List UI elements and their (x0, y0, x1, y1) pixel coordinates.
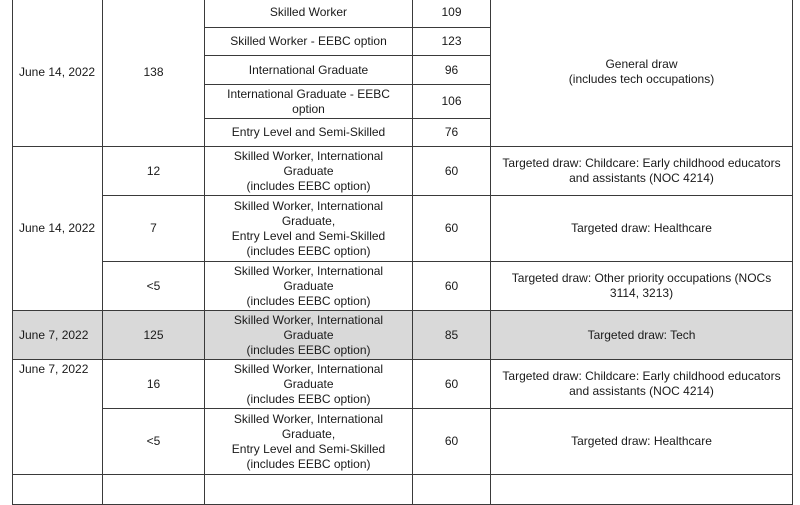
table-row (13, 475, 793, 505)
draw-results-table (12, 0, 793, 505)
invitations-count: <5 (103, 262, 205, 311)
draw-type: Targeted draw: Tech (491, 311, 793, 360)
min-score: 76 (413, 119, 491, 147)
table-row (13, 196, 793, 262)
min-score: 96 (413, 56, 491, 85)
table-cell (103, 475, 205, 505)
table-row (13, 262, 793, 311)
min-score: 60 (413, 409, 491, 475)
invitations-count: 125 (103, 311, 205, 360)
draw-type: Targeted draw: Healthcare (491, 409, 793, 475)
draw-date: June 7, 2022 (13, 360, 103, 475)
draw-date: June 14, 2022 (13, 147, 103, 311)
min-score: 60 (413, 360, 491, 409)
table-row (13, 360, 793, 409)
stream-name: Entry Level and Semi-Skilled (205, 119, 413, 147)
stream-name: Skilled Worker, International Graduate, Entry Level and Semi-Skilled (includes EEBC option) (205, 196, 413, 262)
stream-name: Skilled Worker (205, 0, 413, 28)
draw-date: June 7, 2022 (13, 311, 103, 360)
stream-name: Skilled Worker, International Graduate (includes EEBC option) (205, 360, 413, 409)
table-cell (13, 475, 103, 505)
draw-type: Targeted draw: Other priority occupations (NOCs 3114, 3213) (491, 262, 793, 311)
table-row (13, 0, 793, 28)
invitations-count: 16 (103, 360, 205, 409)
min-score: 60 (413, 196, 491, 262)
table-row (13, 409, 793, 475)
min-score: 85 (413, 311, 491, 360)
draw-type: Targeted draw: Childcare: Early childhood educators and assistants (NOC 4214) (491, 360, 793, 409)
min-score: 123 (413, 28, 491, 56)
table-row (13, 147, 793, 196)
draw-type: Targeted draw: Healthcare (491, 196, 793, 262)
table-row (13, 311, 793, 360)
min-score: 60 (413, 262, 491, 311)
stream-name: Skilled Worker - EEBC option (205, 28, 413, 56)
table-cell (491, 475, 793, 505)
invitations-count: <5 (103, 409, 205, 475)
stream-name: Skilled Worker, International Graduate, Entry Level and Semi-Skilled (includes EEBC option) (205, 409, 413, 475)
stream-name: International Graduate - EEBC option (205, 85, 413, 119)
invitations-count: 7 (103, 196, 205, 262)
invitations-count: 12 (103, 147, 205, 196)
stream-name: Skilled Worker, International Graduate (includes EEBC option) (205, 311, 413, 360)
min-score: 106 (413, 85, 491, 119)
stream-name: Skilled Worker, International Graduate (includes EEBC option) (205, 262, 413, 311)
stream-name: International Graduate (205, 56, 413, 85)
min-score: 109 (413, 0, 491, 28)
min-score: 60 (413, 147, 491, 196)
draw-type: Targeted draw: Childcare: Early childhood educators and assistants (NOC 4214) (491, 147, 793, 196)
draw-type: General draw (includes tech occupations) (491, 0, 793, 147)
draw-date: June 14, 2022 (13, 0, 103, 147)
table-cell (205, 475, 413, 505)
invitations-count: 138 (103, 0, 205, 147)
stream-name: Skilled Worker, International Graduate (includes EEBC option) (205, 147, 413, 196)
table-cell (413, 475, 491, 505)
